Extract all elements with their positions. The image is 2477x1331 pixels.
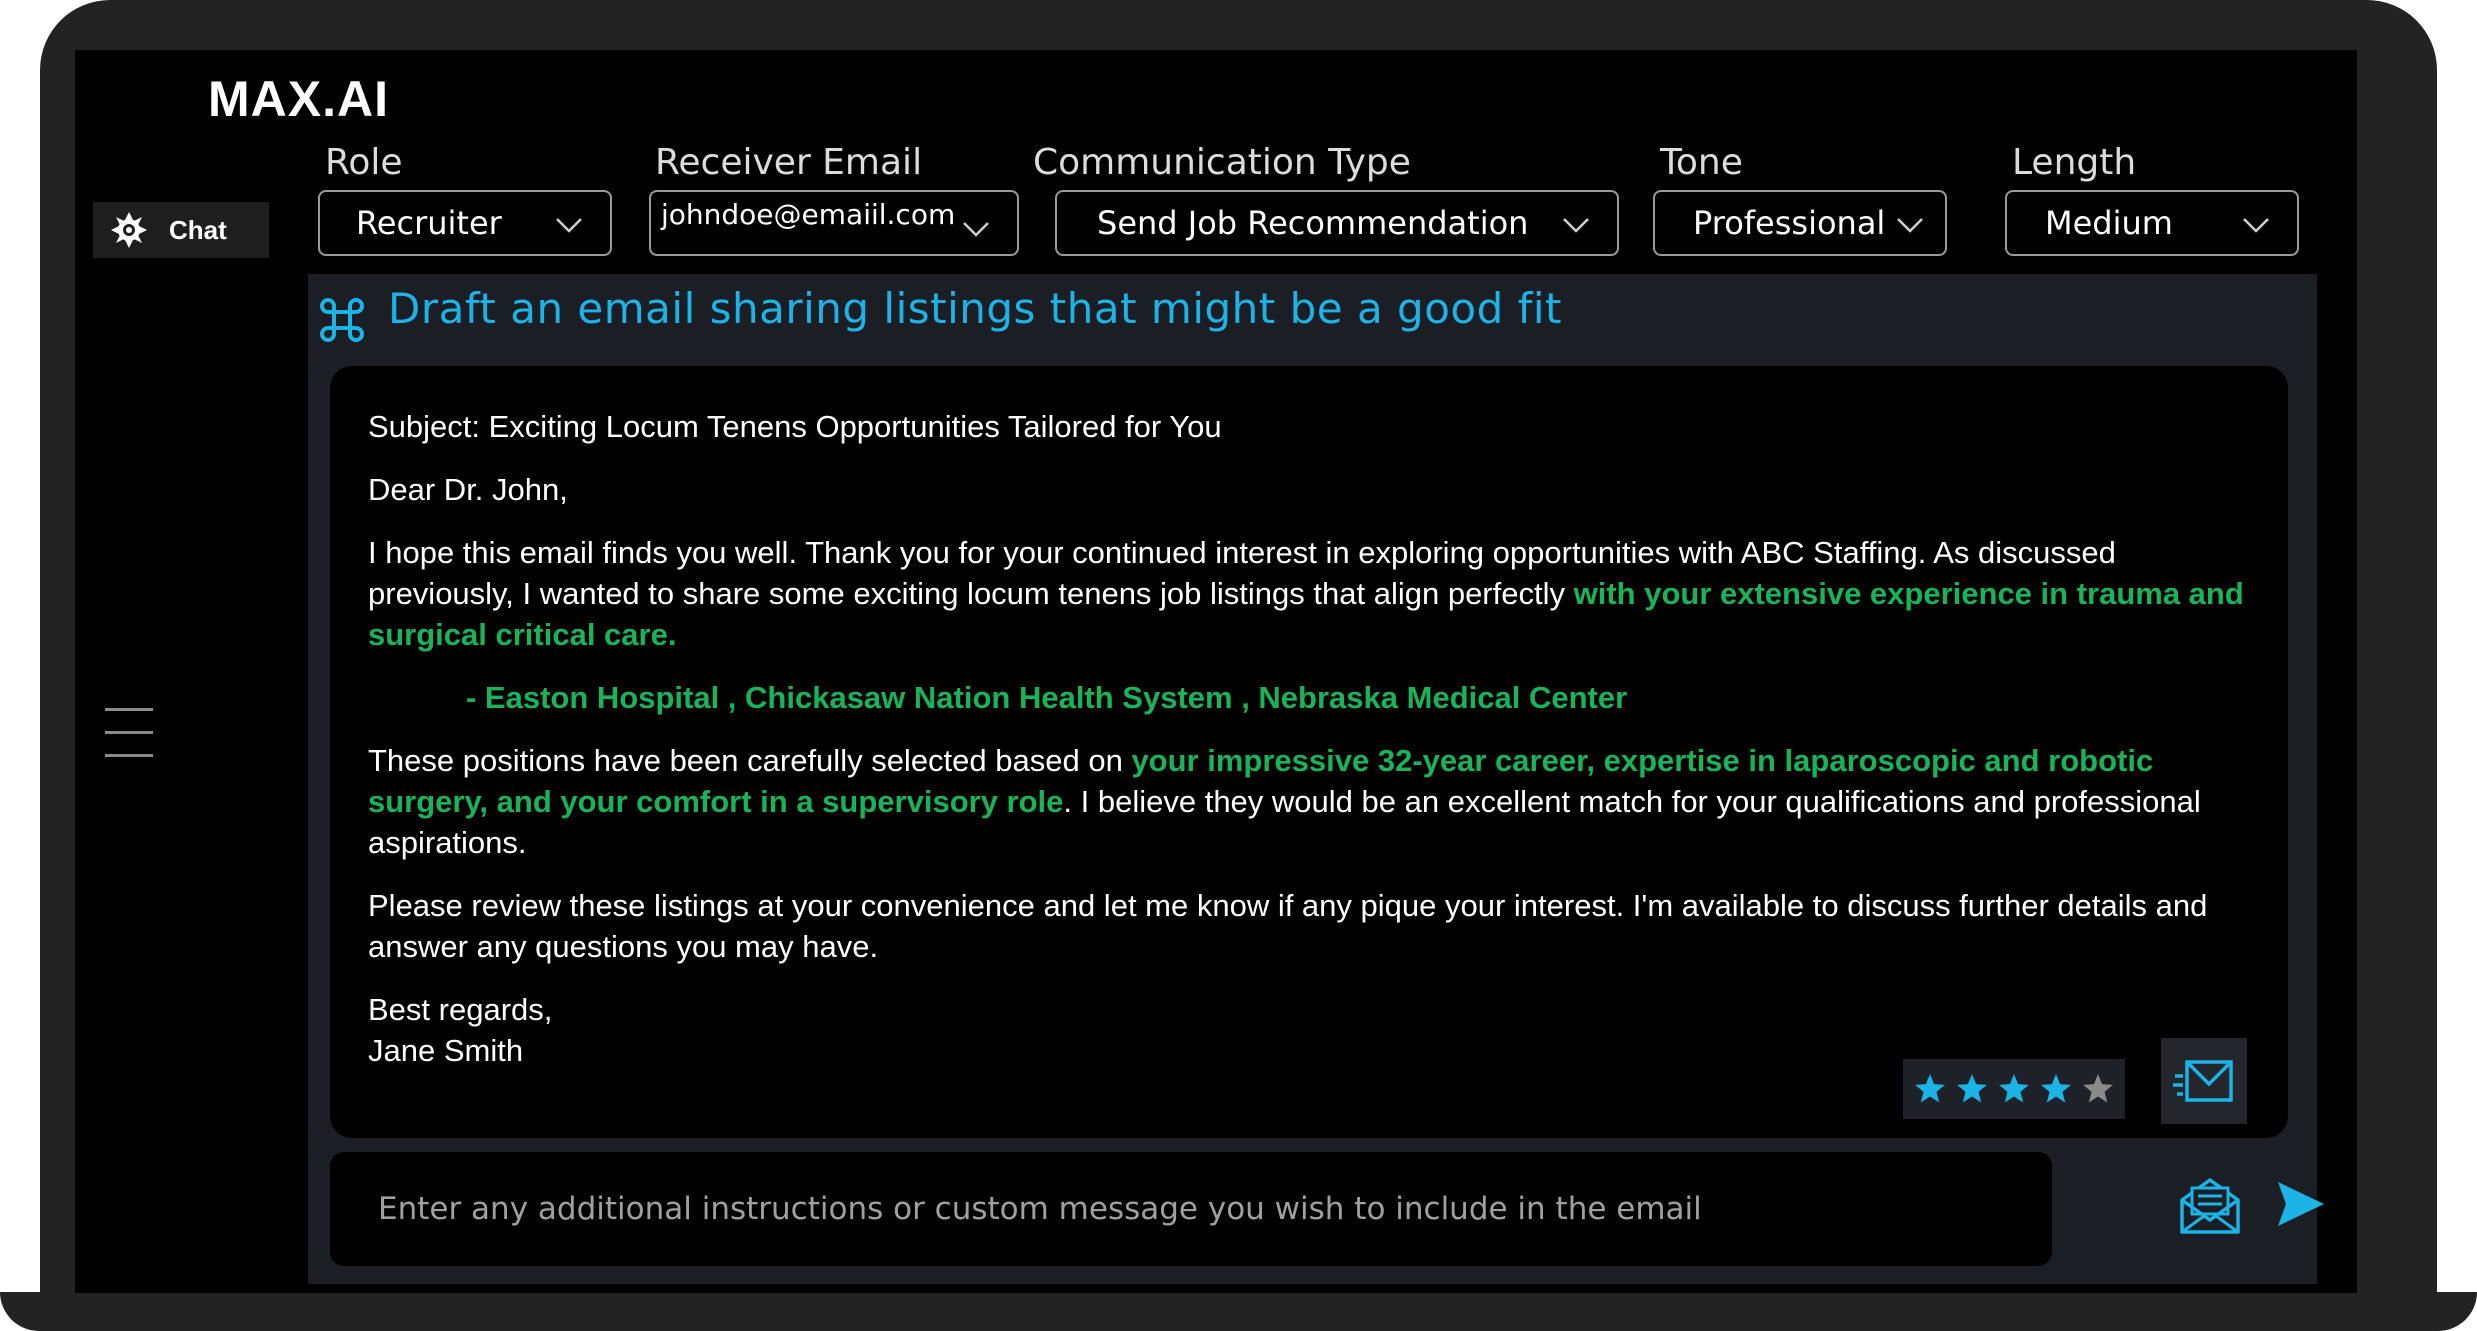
chat-gear-icon	[107, 208, 151, 252]
role-label: Role	[325, 142, 403, 183]
send-email-button[interactable]	[2161, 1038, 2247, 1124]
star-rating	[1903, 1059, 2125, 1119]
role-select[interactable]	[318, 190, 612, 256]
chevron-down-icon	[554, 216, 584, 234]
app-screen	[75, 50, 2357, 1293]
email-greeting: Dear Dr. John,	[368, 472, 568, 507]
chevron-down-icon	[2241, 216, 2271, 234]
job-listings: - Easton Hospital , Chickasaw Nation Health System , Nebraska Medical Center	[466, 680, 1628, 715]
receiver-email-select[interactable]	[649, 190, 1019, 256]
email-signature: Jane Smith	[368, 1033, 524, 1068]
device-base	[0, 1292, 2477, 1331]
email-draft-card	[330, 366, 2288, 1138]
star-icon[interactable]	[2081, 1072, 2115, 1106]
communication-type-select[interactable]	[1055, 190, 1619, 256]
chevron-down-icon	[1895, 216, 1925, 234]
highlighted-text: your impressive 32-year career, expertise in laparoscopic and robotic surgery, and your comfort in a supervisory role	[368, 743, 2154, 819]
email-paragraph-3: Please review these listings at your convenience and let me know if any pique your interest. I'm available to discuss further details and answer any questions you may have.	[368, 888, 2208, 964]
star-icon[interactable]	[1913, 1072, 1947, 1106]
draft-panel	[308, 274, 2317, 1284]
draft-title: Draft an email sharing listings that might be a good fit	[388, 284, 1563, 333]
communication-type-label: Communication Type	[1033, 142, 1411, 183]
receiver-email-label: Receiver Email	[655, 142, 923, 183]
chevron-down-icon	[1561, 216, 1591, 234]
command-key-icon	[318, 296, 366, 344]
email-subject: Subject: Exciting Locum Tenens Opportunities Tailored for You	[368, 409, 1222, 444]
email-closing: Best regards,	[368, 992, 553, 1027]
length-select[interactable]	[2005, 190, 2299, 256]
length-label: Length	[2012, 142, 2137, 183]
envelope-open-icon[interactable]	[2178, 1176, 2242, 1236]
tone-value: Professional	[1693, 204, 1886, 242]
paragraph-text: . I believe they would be an excellent match for your qualifications and professional aspirations.	[368, 784, 2201, 860]
star-icon[interactable]	[1997, 1072, 2031, 1106]
paragraph-text: I hope this email finds you well. Thank you for your continued interest in exploring opportunities with ABC Staffing. As discussed previously, I wanted to share some exciting locum tenens job listings that align perfectly	[368, 535, 2116, 611]
email-paragraph-2	[368, 740, 2258, 863]
paragraph-text: These positions have been carefully selected based on	[368, 743, 1132, 778]
hamburger-menu-icon[interactable]	[105, 708, 153, 758]
sidebar-item-chat[interactable]	[93, 202, 269, 258]
sidebar-item-label: Chat	[169, 214, 227, 245]
role-value: Recruiter	[356, 204, 502, 242]
communication-type-value: Send Job Recommendation	[1097, 204, 1529, 242]
chevron-down-icon	[961, 220, 991, 238]
highlighted-text: with your extensive experience in trauma and surgical critical care.	[368, 576, 2244, 652]
star-icon[interactable]	[2039, 1072, 2073, 1106]
tone-label: Tone	[1660, 142, 1743, 183]
send-mail-icon	[2173, 1058, 2235, 1104]
tone-select[interactable]	[1653, 190, 1947, 256]
custom-instructions-input[interactable]	[330, 1152, 2052, 1266]
email-paragraph-1	[368, 532, 2258, 655]
star-icon[interactable]	[1955, 1072, 1989, 1106]
email-body	[368, 406, 2258, 1071]
paper-plane-icon[interactable]	[2276, 1180, 2326, 1228]
receiver-email-value: johndoe@emaiil.com	[661, 198, 956, 231]
app-logo: MAX.AI	[208, 71, 389, 127]
length-value: Medium	[2045, 204, 2173, 242]
